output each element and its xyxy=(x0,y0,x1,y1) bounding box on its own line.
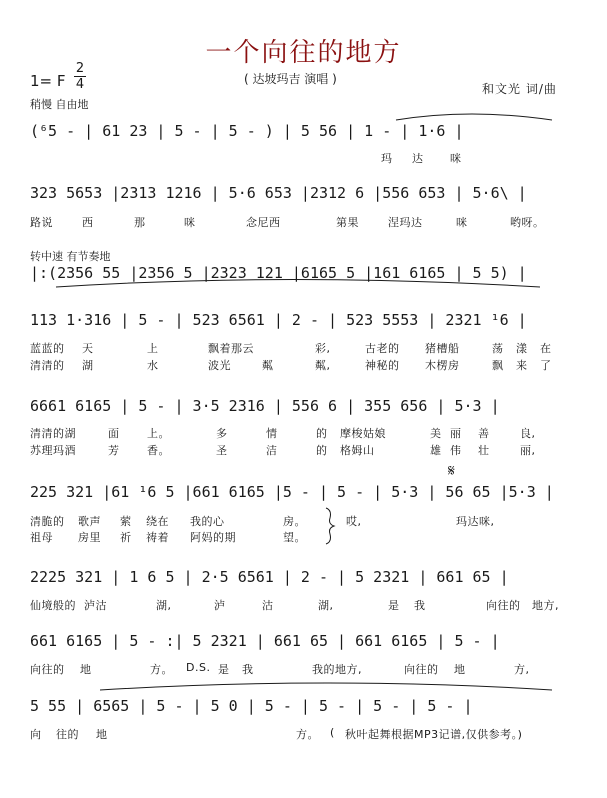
lyric-word: 古老的 xyxy=(365,342,400,355)
lyric-word: 方。 xyxy=(150,663,173,676)
lyric-word: 湖 xyxy=(82,359,94,372)
notation-row-9: 5 55 | 6565 | 5 - | 5 0 | 5 - | 5 - | 5 - | 5 - | xyxy=(30,697,473,715)
lyric-word: ( xyxy=(330,726,335,739)
lyric-word: 雄 xyxy=(430,444,442,457)
lyric-word: 彩, xyxy=(315,342,331,355)
lyric-word: D.S. xyxy=(186,661,211,674)
lyric-word: 咪 xyxy=(450,152,462,165)
lyric-word: 芳 xyxy=(108,444,120,457)
lyric-word: 地 xyxy=(454,663,466,676)
lyric-word: 天 xyxy=(82,342,94,355)
lyric-word: 了 xyxy=(540,359,552,372)
meter-top: 2 xyxy=(75,61,85,76)
notation-row-6: 225 321 |61 ¹6 5 |661 6165 |5 - | 5 - | 5·3 | 56 65 |5·3 | xyxy=(30,483,554,501)
lyric-word: 良, xyxy=(520,427,536,440)
lyric-word: 猪槽船 xyxy=(425,342,460,355)
lyric-word: 是 xyxy=(218,663,230,676)
lyric-word: 我的地方, xyxy=(312,663,362,676)
lyric-word: 苏理玛酒 xyxy=(30,444,76,457)
lyric-word: 念尼西 xyxy=(246,216,281,229)
lyric-word: 西 xyxy=(82,216,94,229)
lyric-word: 飘 xyxy=(492,359,504,372)
lyric-word: 的 xyxy=(316,427,328,440)
lyric-word: 向往的 xyxy=(30,663,65,676)
lyric-word: 房。 xyxy=(283,515,306,528)
lyric-word: 地 xyxy=(96,728,108,741)
lyric-word: 香。 xyxy=(147,444,170,457)
lyric-word: 上 xyxy=(147,342,159,355)
lyric-word: 清清的湖 xyxy=(30,427,76,440)
lyric-word: 粼 xyxy=(262,359,274,372)
lyric-word: 那 xyxy=(134,216,146,229)
tempo-main: 转中速 有节奏地 xyxy=(30,250,111,263)
composer-credit: 和文光 词/曲 xyxy=(482,82,557,96)
singer-credit: ( 达坡玛吉 演唱 ) xyxy=(244,72,337,86)
lyric-word: 房里 xyxy=(78,531,101,544)
lyric-word: 的 xyxy=(316,444,328,457)
slur-mark xyxy=(100,683,552,690)
lyric-word: 圣 xyxy=(216,444,228,457)
lyric-word: 清脆的 xyxy=(30,515,65,528)
lyric-word: 方。 xyxy=(296,728,319,741)
lyric-word: 摩梭姑娘 xyxy=(340,427,386,440)
lyric-word: 壮 xyxy=(478,444,490,457)
slur-mark xyxy=(56,280,540,288)
tempo-intro: 稍慢 自由地 xyxy=(30,98,89,111)
lyric-word: 粼, xyxy=(315,359,331,372)
lyric-word: 沽 xyxy=(262,599,274,612)
lyric-word: 格姆山 xyxy=(340,444,375,457)
lyric-word: 望。 xyxy=(283,531,306,544)
lyric-word: 荡 xyxy=(492,342,504,355)
lyric-word: 木楞房 xyxy=(425,359,460,372)
notation-row-1: (⁶5 - | 61 23 | 5 - | 5 - ) | 5 56 | 1 - | 1·6 | xyxy=(30,122,464,140)
lyric-word: 情 xyxy=(266,427,278,440)
lyric-word: 湖, xyxy=(318,599,334,612)
lyric-word: 哎, xyxy=(346,515,362,528)
song-title: 一个向往的地方 xyxy=(205,38,402,68)
notation-row-8: 661 6165 | 5 - :| 5 2321 | 661 65 | 661 6165 | 5 - | xyxy=(30,632,500,650)
lyric-word: 秋叶起舞根据MP3记谱,仅供参考。) xyxy=(345,728,523,741)
notation-row-7: 2225 321 | 1 6 5 | 2·5 6561 | 2 - | 5 2321 | 661 65 | xyxy=(30,568,509,586)
lyric-word: 向往的 xyxy=(486,599,521,612)
lyric-word: 第果 xyxy=(336,216,359,229)
lyric-word: 祷着 xyxy=(146,531,169,544)
lyric-word: 绕在 xyxy=(146,515,169,528)
lyric-word: 在 xyxy=(540,342,552,355)
slur-mark xyxy=(396,114,552,120)
lyric-word: 多 xyxy=(216,427,228,440)
lyric-word: 波光 xyxy=(208,359,231,372)
notation-row-5: 6661 6165 | 5 - | 3·5 2316 | 556 6 | 355 656 | 5·3 | xyxy=(30,397,500,415)
lyric-word: 来 xyxy=(516,359,528,372)
lyric-word: 我的心 xyxy=(190,515,225,528)
lyric-word: 面 xyxy=(108,427,120,440)
lyric-word: 达 xyxy=(412,152,424,165)
lyric-word: 我 xyxy=(414,599,426,612)
lyric-word: 漾 xyxy=(516,342,528,355)
notation-row-3: |:(2356 55 |2356 5 |2323 121 |6165 5 |161 6165 | 5 5) | xyxy=(30,264,527,282)
lyric-word: 清清的 xyxy=(30,359,65,372)
segno-mark: 𝄋 xyxy=(448,461,455,480)
lyric-word: 祈 xyxy=(120,531,132,544)
lyric-word: 神秘的 xyxy=(365,359,400,372)
brace-mark xyxy=(326,508,334,544)
lyric-word: 地方, xyxy=(532,599,559,612)
notation-row-2: 323 5653 |2313 1216 | 5·6 653 |2312 6 |556 653 | 5·6\ | xyxy=(30,184,527,202)
lyric-word: 丽, xyxy=(520,444,536,457)
lyric-word: 水 xyxy=(147,359,159,372)
lyric-word: 仙境般的 xyxy=(30,599,76,612)
lyric-word: 祖母 xyxy=(30,531,53,544)
meter-bottom: 4 xyxy=(75,77,85,92)
lyric-word: 是 xyxy=(388,599,400,612)
lyric-word: 湖, xyxy=(156,599,172,612)
lyric-word: 阿妈的期 xyxy=(190,531,236,544)
lyric-word: 善 xyxy=(478,427,490,440)
lyric-word: 涅玛达 xyxy=(388,216,423,229)
lyric-word: 蓝蓝的 xyxy=(30,342,65,355)
lyric-word: 上。 xyxy=(147,427,170,440)
lyric-word: 我 xyxy=(242,663,254,676)
lyric-word: 哟呀。 xyxy=(510,216,545,229)
lyric-word: 地 xyxy=(80,663,92,676)
lyric-word: 飘着那云 xyxy=(208,342,254,355)
lyric-word: 萦 xyxy=(120,515,132,528)
lyric-word: 往的 xyxy=(56,728,79,741)
lyric-word: 向 xyxy=(30,728,42,741)
lyric-word: 咪 xyxy=(456,216,468,229)
lyric-word: 泸 xyxy=(214,599,226,612)
lyric-word: 方, xyxy=(514,663,530,676)
lyric-word: 咪 xyxy=(184,216,196,229)
lyric-word: 泸沽 xyxy=(84,599,107,612)
lyric-word: 伟 xyxy=(450,444,462,457)
lyric-word: 美 xyxy=(430,427,442,440)
key-signature: 1= F xyxy=(30,72,66,90)
lyric-word: 歌声 xyxy=(78,515,101,528)
lyric-word: 丽 xyxy=(450,427,462,440)
lyric-word: 玛 xyxy=(381,152,393,165)
lyric-word: 路说 xyxy=(30,216,53,229)
lyric-word: 向往的 xyxy=(404,663,439,676)
lyric-word: 玛达咪, xyxy=(456,515,495,528)
lyric-word: 洁 xyxy=(266,444,278,457)
notation-row-4: 113 1·316 | 5 - | 523 6561 | 2 - | 523 5553 | 2321 ¹6 | xyxy=(30,311,527,329)
